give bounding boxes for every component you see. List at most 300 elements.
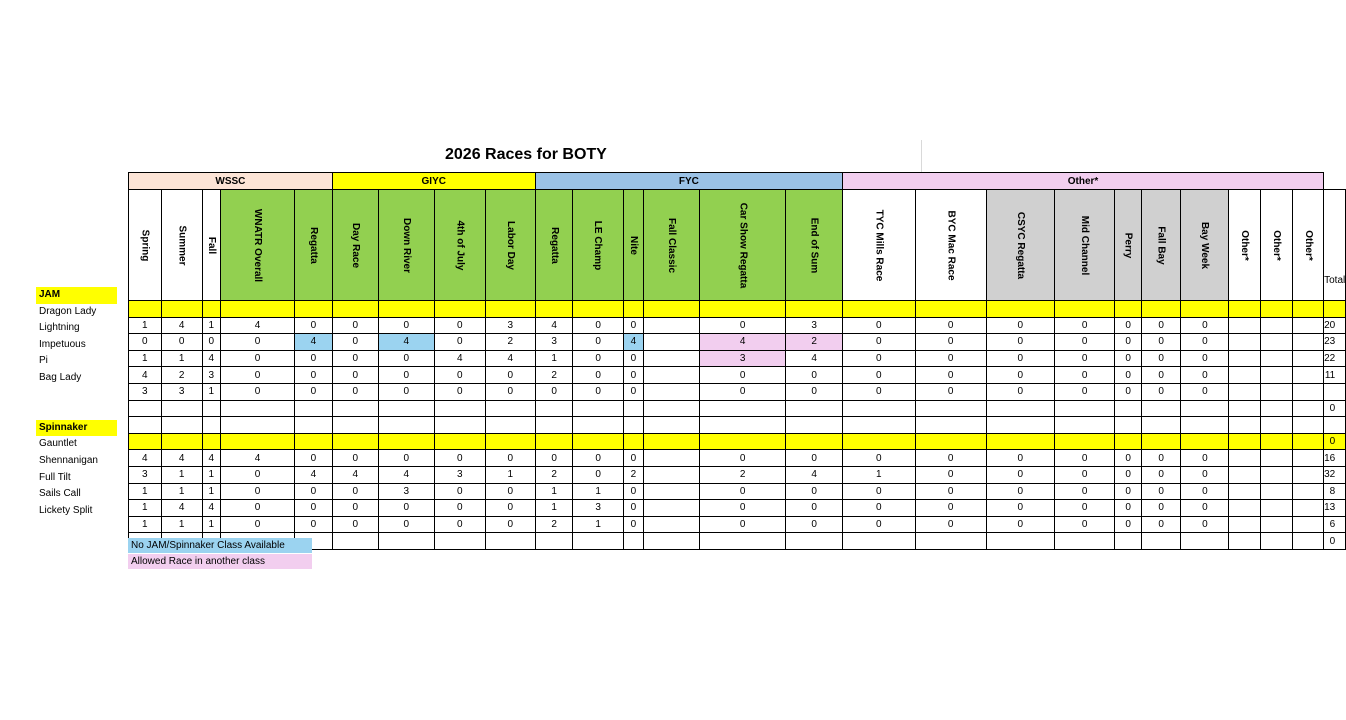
table-cell: 0 xyxy=(1141,483,1180,500)
table-cell: 1 xyxy=(161,483,202,500)
table-cell xyxy=(1292,533,1324,550)
table-cell: 0 xyxy=(573,334,623,351)
column-header-label: Perry xyxy=(1122,232,1134,258)
table-cell: 0 xyxy=(1181,334,1229,351)
table-row xyxy=(129,466,1346,483)
table-cell xyxy=(643,317,699,334)
table-cell xyxy=(1229,350,1261,367)
table-cell: 0 xyxy=(915,466,986,483)
table-cell: 0 xyxy=(1141,516,1180,533)
table-row xyxy=(129,383,1346,400)
table-cell: 4 xyxy=(295,466,333,483)
table-cell: 4 xyxy=(220,317,294,334)
table-cell xyxy=(378,301,434,318)
table-cell: 0 xyxy=(1181,383,1229,400)
column-header-label: Day Race xyxy=(349,222,361,268)
table-cell: 0 xyxy=(1141,334,1180,351)
table-cell: 0 xyxy=(623,317,643,334)
table-cell: 2 xyxy=(623,466,643,483)
table-cell: 1 xyxy=(202,317,220,334)
table-cell: 0 xyxy=(332,367,378,384)
table-cell xyxy=(643,383,699,400)
boat-name: Shennanigan xyxy=(39,454,98,466)
table-cell xyxy=(1141,417,1180,434)
table-cell xyxy=(915,301,986,318)
table-cell xyxy=(842,433,915,450)
boat-label-column xyxy=(36,287,117,536)
table-cell: 0 xyxy=(1141,350,1180,367)
column-header xyxy=(332,190,378,301)
table-cell xyxy=(1229,483,1261,500)
table-cell xyxy=(786,433,843,450)
table-cell xyxy=(202,417,220,434)
table-cell: 0 xyxy=(220,383,294,400)
table-cell xyxy=(1141,301,1180,318)
table-cell xyxy=(986,533,1054,550)
column-header-label: Spring xyxy=(139,229,151,261)
table-cell: 1 xyxy=(535,500,573,517)
table-cell xyxy=(786,533,843,550)
section-title: Spinnaker xyxy=(36,420,117,437)
table-cell xyxy=(643,500,699,517)
table-cell: 1 xyxy=(202,483,220,500)
table-cell: 1 xyxy=(842,466,915,483)
table-cell xyxy=(1260,367,1292,384)
table-cell: 0 xyxy=(1324,433,1346,450)
table-cell: 0 xyxy=(1324,533,1346,550)
table-cell: 0 xyxy=(332,500,378,517)
table-cell: 0 xyxy=(915,350,986,367)
legend-item: Allowed Race in another class xyxy=(128,554,312,569)
table-cell: 0 xyxy=(220,350,294,367)
table-cell xyxy=(1292,500,1324,517)
table-cell xyxy=(643,334,699,351)
table-cell xyxy=(573,301,623,318)
column-header xyxy=(535,190,573,301)
table-cell: 0 xyxy=(1115,466,1142,483)
table-cell xyxy=(786,417,843,434)
table-cell xyxy=(1292,317,1324,334)
table-cell: 2 xyxy=(161,367,202,384)
table-cell: 0 xyxy=(1054,383,1114,400)
table-cell xyxy=(332,433,378,450)
table-cell: 4 xyxy=(699,334,786,351)
table-cell xyxy=(1260,317,1292,334)
table-cell: 0 xyxy=(623,516,643,533)
table-cell: 0 xyxy=(378,350,434,367)
table-cell: 3 xyxy=(573,500,623,517)
column-header-label: Fall Bay xyxy=(1155,225,1167,265)
table-cell xyxy=(332,533,378,550)
table-cell: 4 xyxy=(378,466,434,483)
table-cell: 0 xyxy=(1181,350,1229,367)
column-header-label: Nite xyxy=(627,235,639,255)
table-cell xyxy=(434,301,485,318)
table-cell: 1 xyxy=(535,350,573,367)
table-cell: 0 xyxy=(485,483,535,500)
table-cell: 0 xyxy=(986,334,1054,351)
table-cell: 0 xyxy=(915,334,986,351)
table-cell xyxy=(129,301,162,318)
table-cell xyxy=(485,433,535,450)
table-cell: 0 xyxy=(535,383,573,400)
table-cell: 0 xyxy=(623,383,643,400)
table-cell: 0 xyxy=(786,500,843,517)
boat-name: Dragon Lady xyxy=(39,305,97,317)
table-cell: 2 xyxy=(485,334,535,351)
table-cell: 0 xyxy=(1115,350,1142,367)
table-cell: 6 xyxy=(1324,516,1346,533)
table-cell xyxy=(842,417,915,434)
table-cell: 0 xyxy=(623,483,643,500)
table-cell: 0 xyxy=(434,450,485,467)
group-header: Other* xyxy=(842,173,1323,190)
table-cell: 20 xyxy=(1324,317,1346,334)
table-cell xyxy=(986,433,1054,450)
table-cell: 0 xyxy=(623,350,643,367)
table-cell xyxy=(202,433,220,450)
table-cell xyxy=(699,301,786,318)
table-cell xyxy=(699,400,786,417)
table-cell xyxy=(573,417,623,434)
boat-name: Pi xyxy=(39,355,48,367)
table-cell: 1 xyxy=(161,466,202,483)
column-header xyxy=(485,190,535,301)
column-header xyxy=(1115,190,1142,301)
table-cell xyxy=(129,433,162,450)
table-cell: 0 xyxy=(699,483,786,500)
table-cell: 0 xyxy=(1054,367,1114,384)
group-header-row xyxy=(129,173,1346,190)
column-header xyxy=(1054,190,1114,301)
table-cell: 0 xyxy=(915,317,986,334)
column-header xyxy=(220,190,294,301)
table-cell: 0 xyxy=(295,367,333,384)
column-header xyxy=(573,190,623,301)
boat-name xyxy=(36,519,117,536)
column-header-label: Bay Week xyxy=(1199,221,1211,269)
table-cell: 0 xyxy=(332,317,378,334)
table-cell xyxy=(1292,433,1324,450)
column-header-row xyxy=(129,190,1346,301)
table-cell: 0 xyxy=(986,466,1054,483)
table-cell: 0 xyxy=(378,450,434,467)
table-cell: 0 xyxy=(295,383,333,400)
boat-name: Full Tilt xyxy=(39,471,71,483)
table-cell: 32 xyxy=(1324,466,1346,483)
table-cell: 0 xyxy=(573,466,623,483)
table-cell: 0 xyxy=(295,450,333,467)
table-cell: 1 xyxy=(202,383,220,400)
table-cell xyxy=(378,417,434,434)
table-cell xyxy=(202,400,220,417)
table-cell: 0 xyxy=(1115,367,1142,384)
table-cell: 0 xyxy=(434,383,485,400)
table-cell: 0 xyxy=(378,367,434,384)
table-cell xyxy=(535,301,573,318)
table-cell xyxy=(1292,350,1324,367)
table-cell xyxy=(1115,301,1142,318)
table-cell xyxy=(1141,433,1180,450)
table-cell xyxy=(1115,400,1142,417)
table-cell: 0 xyxy=(1115,450,1142,467)
table-cell: 2 xyxy=(786,334,843,351)
table-cell xyxy=(378,533,434,550)
table-cell xyxy=(1292,367,1324,384)
table-cell xyxy=(1260,450,1292,467)
table-cell: 0 xyxy=(378,500,434,517)
column-header-label: Car Show Regatta xyxy=(737,202,749,288)
table-cell: 3 xyxy=(699,350,786,367)
table-cell: 0 xyxy=(220,367,294,384)
table-cell: 0 xyxy=(202,334,220,351)
table-cell xyxy=(1181,533,1229,550)
table-cell xyxy=(1229,301,1261,318)
table-cell: 0 xyxy=(1324,400,1346,417)
table-cell: 0 xyxy=(842,500,915,517)
table-cell xyxy=(1141,400,1180,417)
table-cell: 0 xyxy=(129,334,162,351)
table-cell xyxy=(1260,417,1292,434)
table-cell: 0 xyxy=(1115,500,1142,517)
table-cell xyxy=(573,533,623,550)
table-cell xyxy=(1054,533,1114,550)
table-cell xyxy=(1115,433,1142,450)
table-cell: 0 xyxy=(915,500,986,517)
table-cell xyxy=(643,433,699,450)
table-cell xyxy=(535,533,573,550)
table-cell: 0 xyxy=(986,350,1054,367)
boat-name: Lightning xyxy=(39,322,80,334)
table-cell xyxy=(643,533,699,550)
column-header-label: Labor Day xyxy=(504,220,516,270)
table-cell xyxy=(623,433,643,450)
table-cell xyxy=(573,433,623,450)
table-cell xyxy=(129,417,162,434)
table-cell: 8 xyxy=(1324,483,1346,500)
table-cell xyxy=(643,483,699,500)
table-cell xyxy=(1260,466,1292,483)
column-header-label: Fall xyxy=(205,236,217,254)
table-cell: 4 xyxy=(202,500,220,517)
table-cell xyxy=(220,400,294,417)
table-cell xyxy=(161,400,202,417)
table-cell: 0 xyxy=(842,483,915,500)
table-cell: 0 xyxy=(842,350,915,367)
table-cell: 4 xyxy=(161,500,202,517)
table-cell: 0 xyxy=(915,483,986,500)
section-header-row xyxy=(129,301,1346,318)
table-cell: 4 xyxy=(786,350,843,367)
column-header-label: Other* xyxy=(1239,229,1251,261)
table-cell: 0 xyxy=(485,500,535,517)
table-cell xyxy=(1229,500,1261,517)
table-cell: 0 xyxy=(699,383,786,400)
table-cell: 0 xyxy=(1115,483,1142,500)
table-row xyxy=(129,334,1346,351)
table-cell xyxy=(1229,466,1261,483)
table-cell: 0 xyxy=(986,450,1054,467)
table-cell: 0 xyxy=(378,317,434,334)
table-cell: 0 xyxy=(1115,383,1142,400)
table-cell: 0 xyxy=(1181,516,1229,533)
column-header xyxy=(161,190,202,301)
table-cell xyxy=(220,433,294,450)
table-cell: 0 xyxy=(915,516,986,533)
table-cell: 1 xyxy=(129,500,162,517)
table-cell xyxy=(842,301,915,318)
table-cell: 13 xyxy=(1324,500,1346,517)
table-cell: 0 xyxy=(842,317,915,334)
table-cell: 0 xyxy=(1141,450,1180,467)
table-cell xyxy=(915,400,986,417)
table-cell: 0 xyxy=(1181,317,1229,334)
table-cell: 0 xyxy=(1054,317,1114,334)
table-cell: 3 xyxy=(129,383,162,400)
table-cell: 0 xyxy=(378,383,434,400)
table-cell: 3 xyxy=(202,367,220,384)
table-cell xyxy=(1054,400,1114,417)
table-cell: 0 xyxy=(332,516,378,533)
table-cell: 4 xyxy=(129,450,162,467)
table-cell: 1 xyxy=(129,483,162,500)
table-cell: 0 xyxy=(786,516,843,533)
table-cell xyxy=(1292,516,1324,533)
table-cell: 4 xyxy=(535,317,573,334)
table-cell: 1 xyxy=(573,516,623,533)
table-cell xyxy=(786,400,843,417)
table-cell xyxy=(220,417,294,434)
table-cell xyxy=(485,417,535,434)
table-cell: 0 xyxy=(220,334,294,351)
column-header-label: 4th of July xyxy=(454,219,466,271)
table-cell: 0 xyxy=(1181,500,1229,517)
table-cell: 4 xyxy=(220,450,294,467)
table-row xyxy=(129,516,1346,533)
table-cell: 0 xyxy=(332,350,378,367)
column-header xyxy=(986,190,1054,301)
table-cell: 0 xyxy=(434,516,485,533)
table-cell: 0 xyxy=(378,516,434,533)
boat-name: Gauntlet xyxy=(39,438,77,450)
table-cell: 0 xyxy=(295,483,333,500)
table-cell xyxy=(535,417,573,434)
column-header-label: Mid Channel xyxy=(1079,215,1091,275)
column-header xyxy=(1292,190,1324,301)
table-cell: 0 xyxy=(573,317,623,334)
table-cell: 0 xyxy=(986,367,1054,384)
table-cell xyxy=(1229,417,1261,434)
table-cell: 0 xyxy=(1181,450,1229,467)
table-cell xyxy=(1292,301,1324,318)
table-cell: 4 xyxy=(485,350,535,367)
column-header xyxy=(786,190,843,301)
column-header xyxy=(842,190,915,301)
table-cell xyxy=(623,301,643,318)
table-cell: 0 xyxy=(915,383,986,400)
table-cell: 0 xyxy=(220,516,294,533)
table-cell: 0 xyxy=(1054,450,1114,467)
table-cell: 0 xyxy=(986,516,1054,533)
table-cell: 1 xyxy=(129,350,162,367)
table-cell xyxy=(129,400,162,417)
table-cell xyxy=(643,301,699,318)
table-cell xyxy=(623,533,643,550)
boat-name: Lickety Split xyxy=(39,504,93,516)
table-cell: 1 xyxy=(535,483,573,500)
table-cell: 22 xyxy=(1324,350,1346,367)
table-cell: 0 xyxy=(161,334,202,351)
table-cell: 0 xyxy=(434,483,485,500)
table-cell: 0 xyxy=(842,334,915,351)
table-cell: 0 xyxy=(332,383,378,400)
column-header xyxy=(643,190,699,301)
table-cell: 0 xyxy=(434,317,485,334)
table-cell xyxy=(1181,417,1229,434)
table-cell xyxy=(485,400,535,417)
table-cell: 0 xyxy=(786,483,843,500)
table-cell: 23 xyxy=(1324,334,1346,351)
table-cell: 0 xyxy=(1141,466,1180,483)
table-cell xyxy=(1181,301,1229,318)
column-header xyxy=(295,190,333,301)
table-cell xyxy=(202,301,220,318)
table-cell: 0 xyxy=(1181,483,1229,500)
table-cell xyxy=(643,466,699,483)
table-cell: 0 xyxy=(1054,500,1114,517)
table-row xyxy=(129,367,1346,384)
table-cell: 2 xyxy=(699,466,786,483)
table-cell: 4 xyxy=(202,350,220,367)
table-cell: 0 xyxy=(1054,350,1114,367)
table-cell: 0 xyxy=(699,317,786,334)
table-cell xyxy=(1181,433,1229,450)
table-cell: 0 xyxy=(434,334,485,351)
table-cell xyxy=(1229,383,1261,400)
section-header-row xyxy=(129,433,1346,450)
table-cell: 0 xyxy=(434,500,485,517)
table-cell xyxy=(1181,400,1229,417)
table-cell xyxy=(1229,317,1261,334)
table-cell: 0 xyxy=(699,500,786,517)
table-cell xyxy=(1260,334,1292,351)
table-cell: 0 xyxy=(220,483,294,500)
table-cell xyxy=(434,400,485,417)
table-cell: 0 xyxy=(699,367,786,384)
page-title: 2026 Races for BOTY xyxy=(445,146,607,163)
table-cell: 2 xyxy=(535,466,573,483)
table-cell: 1 xyxy=(161,350,202,367)
table-cell xyxy=(295,400,333,417)
column-header xyxy=(915,190,986,301)
table-cell: 0 xyxy=(573,383,623,400)
boat-name: Sails Call xyxy=(39,488,81,500)
table-cell xyxy=(535,433,573,450)
table-cell xyxy=(1260,350,1292,367)
table-cell: 0 xyxy=(1115,334,1142,351)
column-header xyxy=(1324,190,1346,301)
table-cell: 0 xyxy=(986,317,1054,334)
table-cell xyxy=(1260,500,1292,517)
table-cell: 0 xyxy=(573,450,623,467)
table-cell xyxy=(1292,483,1324,500)
table-cell xyxy=(643,350,699,367)
table-cell xyxy=(1229,367,1261,384)
spacer-row xyxy=(129,417,1346,434)
table-cell xyxy=(1229,334,1261,351)
table-cell xyxy=(1260,383,1292,400)
table-cell: 0 xyxy=(1181,466,1229,483)
